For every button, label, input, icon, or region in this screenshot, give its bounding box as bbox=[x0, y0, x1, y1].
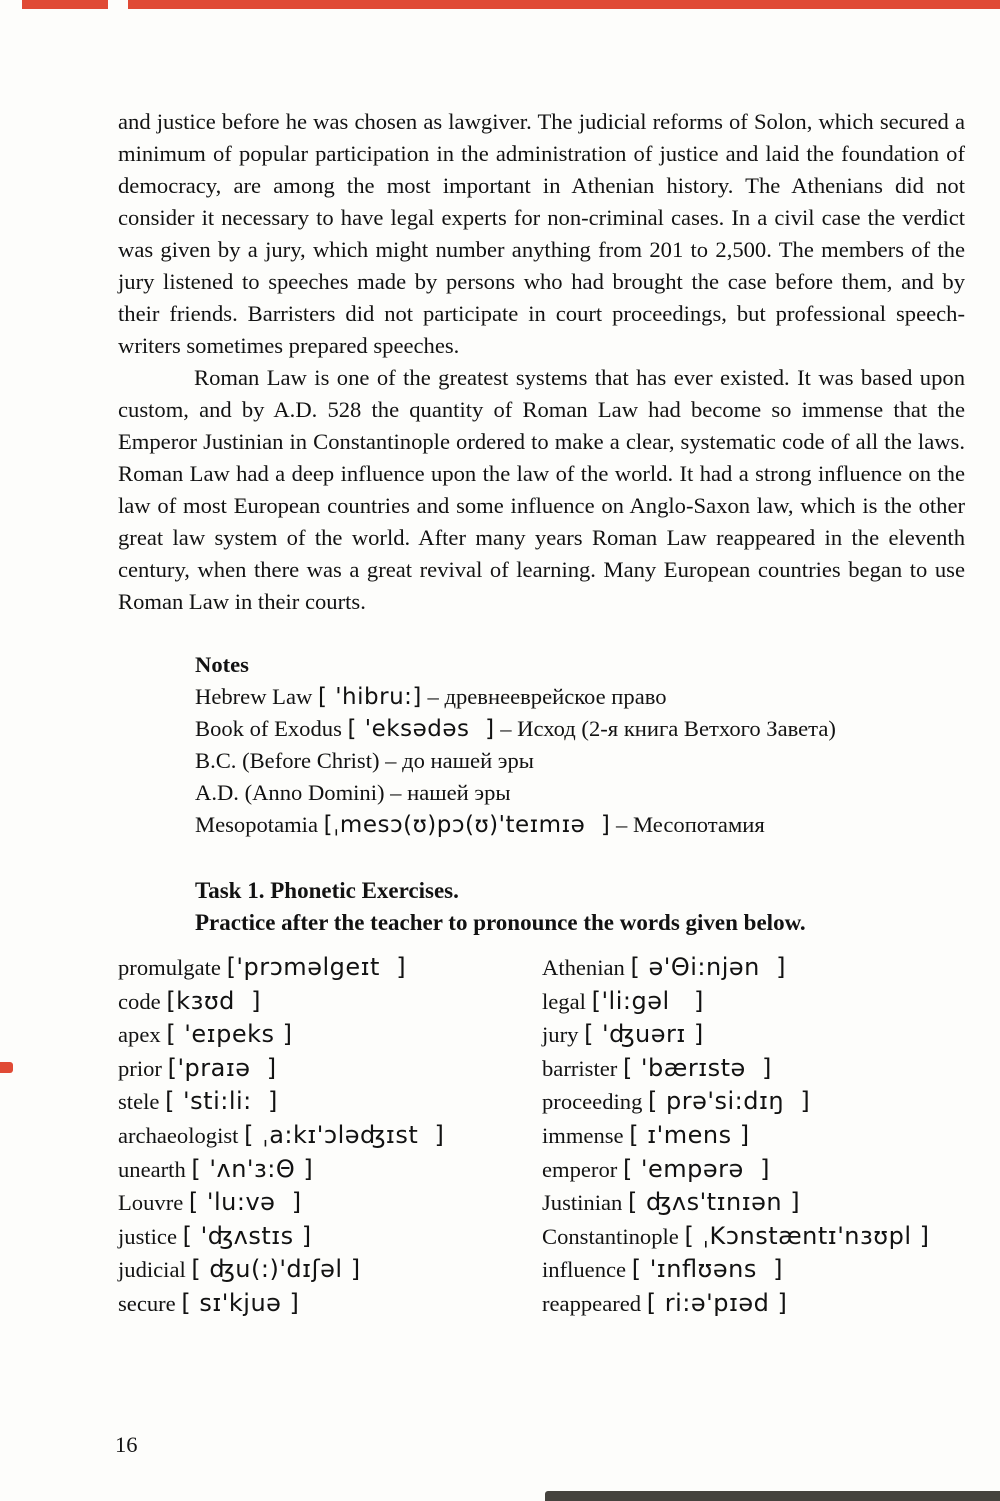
note-line bbox=[195, 809, 965, 841]
word-label: Athenian bbox=[542, 955, 625, 980]
word-row bbox=[542, 1119, 965, 1153]
word-label: legal bbox=[542, 988, 586, 1014]
scan-artifact-top-bar bbox=[22, 0, 108, 9]
word-row bbox=[542, 1253, 965, 1287]
word-label: emperor bbox=[542, 1156, 618, 1182]
word-row bbox=[542, 1287, 965, 1321]
word-ipa: [ 'sti:li: ] bbox=[165, 1087, 278, 1116]
scan-artifact-top-bar bbox=[128, 0, 1000, 9]
word-ipa: [ ɪ'mens ] bbox=[629, 1120, 750, 1149]
word-ipa: [ prə'si:dɪŋ ] bbox=[648, 1087, 811, 1116]
word-ipa: [ ʤʌs'tɪnɪən ] bbox=[628, 1188, 801, 1217]
word-label: proceeding bbox=[542, 1089, 643, 1115]
word-label: apex bbox=[118, 1022, 161, 1048]
word-row bbox=[542, 1220, 965, 1254]
word-row bbox=[118, 1253, 542, 1287]
word-list-right-column bbox=[542, 951, 965, 1321]
note-translation: – Исход (2-я книга Ветхого Завета) bbox=[494, 716, 836, 741]
word-label: judicial bbox=[118, 1257, 186, 1283]
word-label: code bbox=[118, 988, 161, 1014]
word-label: influence bbox=[542, 1257, 627, 1283]
word-row bbox=[118, 985, 542, 1019]
note-ipa: [ˌmesɔ(ʊ)pɔ(ʊ)'teɪmɪə ] bbox=[323, 812, 611, 838]
word-row bbox=[118, 1153, 542, 1187]
word-ipa: [ 'lu:və ] bbox=[188, 1188, 302, 1217]
word-label: promulgate bbox=[118, 955, 221, 980]
word-ipa: [ ri:ə'pɪəd ] bbox=[646, 1288, 788, 1317]
word-ipa: [ ʤu(:)'dɪʃəl ] bbox=[191, 1255, 361, 1284]
word-ipa: [kɜʊd ] bbox=[166, 986, 262, 1015]
word-ipa: [ 'ɪnﬂʊəns ] bbox=[631, 1255, 783, 1284]
notes-heading: Notes bbox=[195, 652, 249, 677]
page-number: 16 bbox=[115, 1432, 138, 1457]
note-line bbox=[195, 777, 965, 809]
word-ipa: [ 'bærɪstə ] bbox=[622, 1053, 772, 1082]
word-row bbox=[542, 951, 965, 985]
note-ipa: [ 'eksədəs ] bbox=[347, 716, 495, 742]
word-label: barrister bbox=[542, 1055, 618, 1081]
word-label: Constantinople bbox=[542, 1223, 679, 1249]
word-label: reappeared bbox=[542, 1290, 642, 1316]
note-term: A.D. (Anno Domini) – нашей эры bbox=[195, 780, 511, 805]
word-ipa: [ ə'Θi:njən ] bbox=[630, 953, 786, 981]
word-row bbox=[118, 1018, 542, 1052]
word-row bbox=[118, 1085, 542, 1119]
scan-artifact-bottom-bar bbox=[545, 1491, 1000, 1501]
word-label: immense bbox=[542, 1122, 624, 1148]
task-heading-block bbox=[195, 875, 965, 939]
note-ipa: [ 'hibru:] bbox=[317, 684, 422, 710]
word-ipa: ['li:gəl ] bbox=[591, 986, 704, 1015]
task-title: Task 1. Phonetic Exercises. bbox=[195, 878, 459, 903]
word-row bbox=[118, 1052, 542, 1086]
word-row bbox=[118, 1220, 542, 1254]
word-row bbox=[118, 1119, 542, 1153]
word-row bbox=[118, 951, 542, 985]
word-label: stele bbox=[118, 1089, 160, 1115]
word-label: archaeologist bbox=[118, 1122, 239, 1148]
word-row bbox=[118, 1186, 542, 1220]
word-label: prior bbox=[118, 1055, 162, 1081]
word-ipa: [ 'ʤuərɪ ] bbox=[584, 1020, 704, 1049]
word-ipa: [ 'empərə ] bbox=[622, 1154, 770, 1183]
word-ipa: [ ˌa:kɪ'ɔləʤɪst ] bbox=[244, 1120, 445, 1149]
body-paragraph: and justice before he was chosen as lawgiver. The judicial reforms of Solon, which secured a minimum of popular participation in the administration of justice and laid the foundation of democracy, are among the most important in Athenian history. The Athenians did not consider it necessary to have legal experts for non-criminal cases. In a civil case the verdict was given by a jury, which might number anything from 201 to 2,500. The members of the jury listened to speeches made by persons who had brought the case before them, and by their friends. Barristers did not participate in court proceedings, but professional speech-writers sometimes prepared speeches. bbox=[118, 109, 965, 358]
page-content bbox=[118, 106, 965, 1321]
scan-artifact-left-tick bbox=[0, 1062, 13, 1073]
word-ipa: [ 'ʤʌstɪs ] bbox=[182, 1221, 312, 1250]
note-term: B.C. (Before Christ) – до нашей эры bbox=[195, 748, 534, 773]
note-line bbox=[195, 745, 965, 777]
body-paragraph: Roman Law is one of the greatest systems that has ever existed. It was based upon custom, and by A.D. 528 the quantity of Roman Law had become so immense that the Emperor Justinian in Constantinople ordered to make a clear, systematic code of all the laws. Roman Law had a deep influence upon the law of the world. It had a strong influence on the law of most European countries and some influence on Anglo-Saxon law, which is the other great law system of the world. After many years Roman Law reappeared in the eleventh century, when there was a great revival of learning. Many European countries began to use Roman Law in their courts. bbox=[118, 365, 965, 614]
word-label: secure bbox=[118, 1290, 176, 1316]
word-label: unearth bbox=[118, 1156, 186, 1182]
note-translation: – древнееврейское право bbox=[421, 684, 667, 709]
word-ipa: [ sɪ'kjuə ] bbox=[181, 1288, 300, 1317]
word-label: Louvre bbox=[118, 1190, 184, 1216]
note-term: Hebrew Law bbox=[195, 684, 318, 709]
word-label: Justinian bbox=[542, 1190, 623, 1216]
note-term: Mesopotamia bbox=[195, 812, 324, 837]
word-row bbox=[542, 1085, 965, 1119]
word-row bbox=[542, 1186, 965, 1220]
word-ipa: [ ˌKɔnstæntɪ'nɜʊpl ] bbox=[684, 1221, 930, 1250]
word-ipa: [ 'eɪpeks ] bbox=[166, 1020, 293, 1049]
word-label: justice bbox=[118, 1223, 177, 1249]
phonetic-word-list bbox=[118, 951, 965, 1321]
word-label: jury bbox=[542, 1022, 579, 1048]
word-ipa: [ 'ʌn'ɜ:Θ ] bbox=[191, 1154, 314, 1183]
word-row bbox=[542, 985, 965, 1019]
word-list-left-column bbox=[118, 951, 542, 1321]
note-line bbox=[195, 713, 965, 745]
word-row bbox=[542, 1153, 965, 1187]
notes-list bbox=[195, 681, 965, 841]
word-ipa: ['praɪə ] bbox=[167, 1053, 277, 1082]
note-line bbox=[195, 681, 965, 713]
task-subtitle: Practice after the teacher to pronounce the words given below. bbox=[195, 910, 806, 935]
note-term: Book of Exodus bbox=[195, 716, 348, 741]
note-translation: – Месопотамия bbox=[610, 812, 765, 837]
word-row bbox=[542, 1018, 965, 1052]
word-row bbox=[542, 1052, 965, 1086]
word-ipa: ['prɔməlgeɪt ] bbox=[226, 953, 407, 981]
word-row bbox=[118, 1287, 542, 1321]
notes-section bbox=[195, 648, 965, 841]
